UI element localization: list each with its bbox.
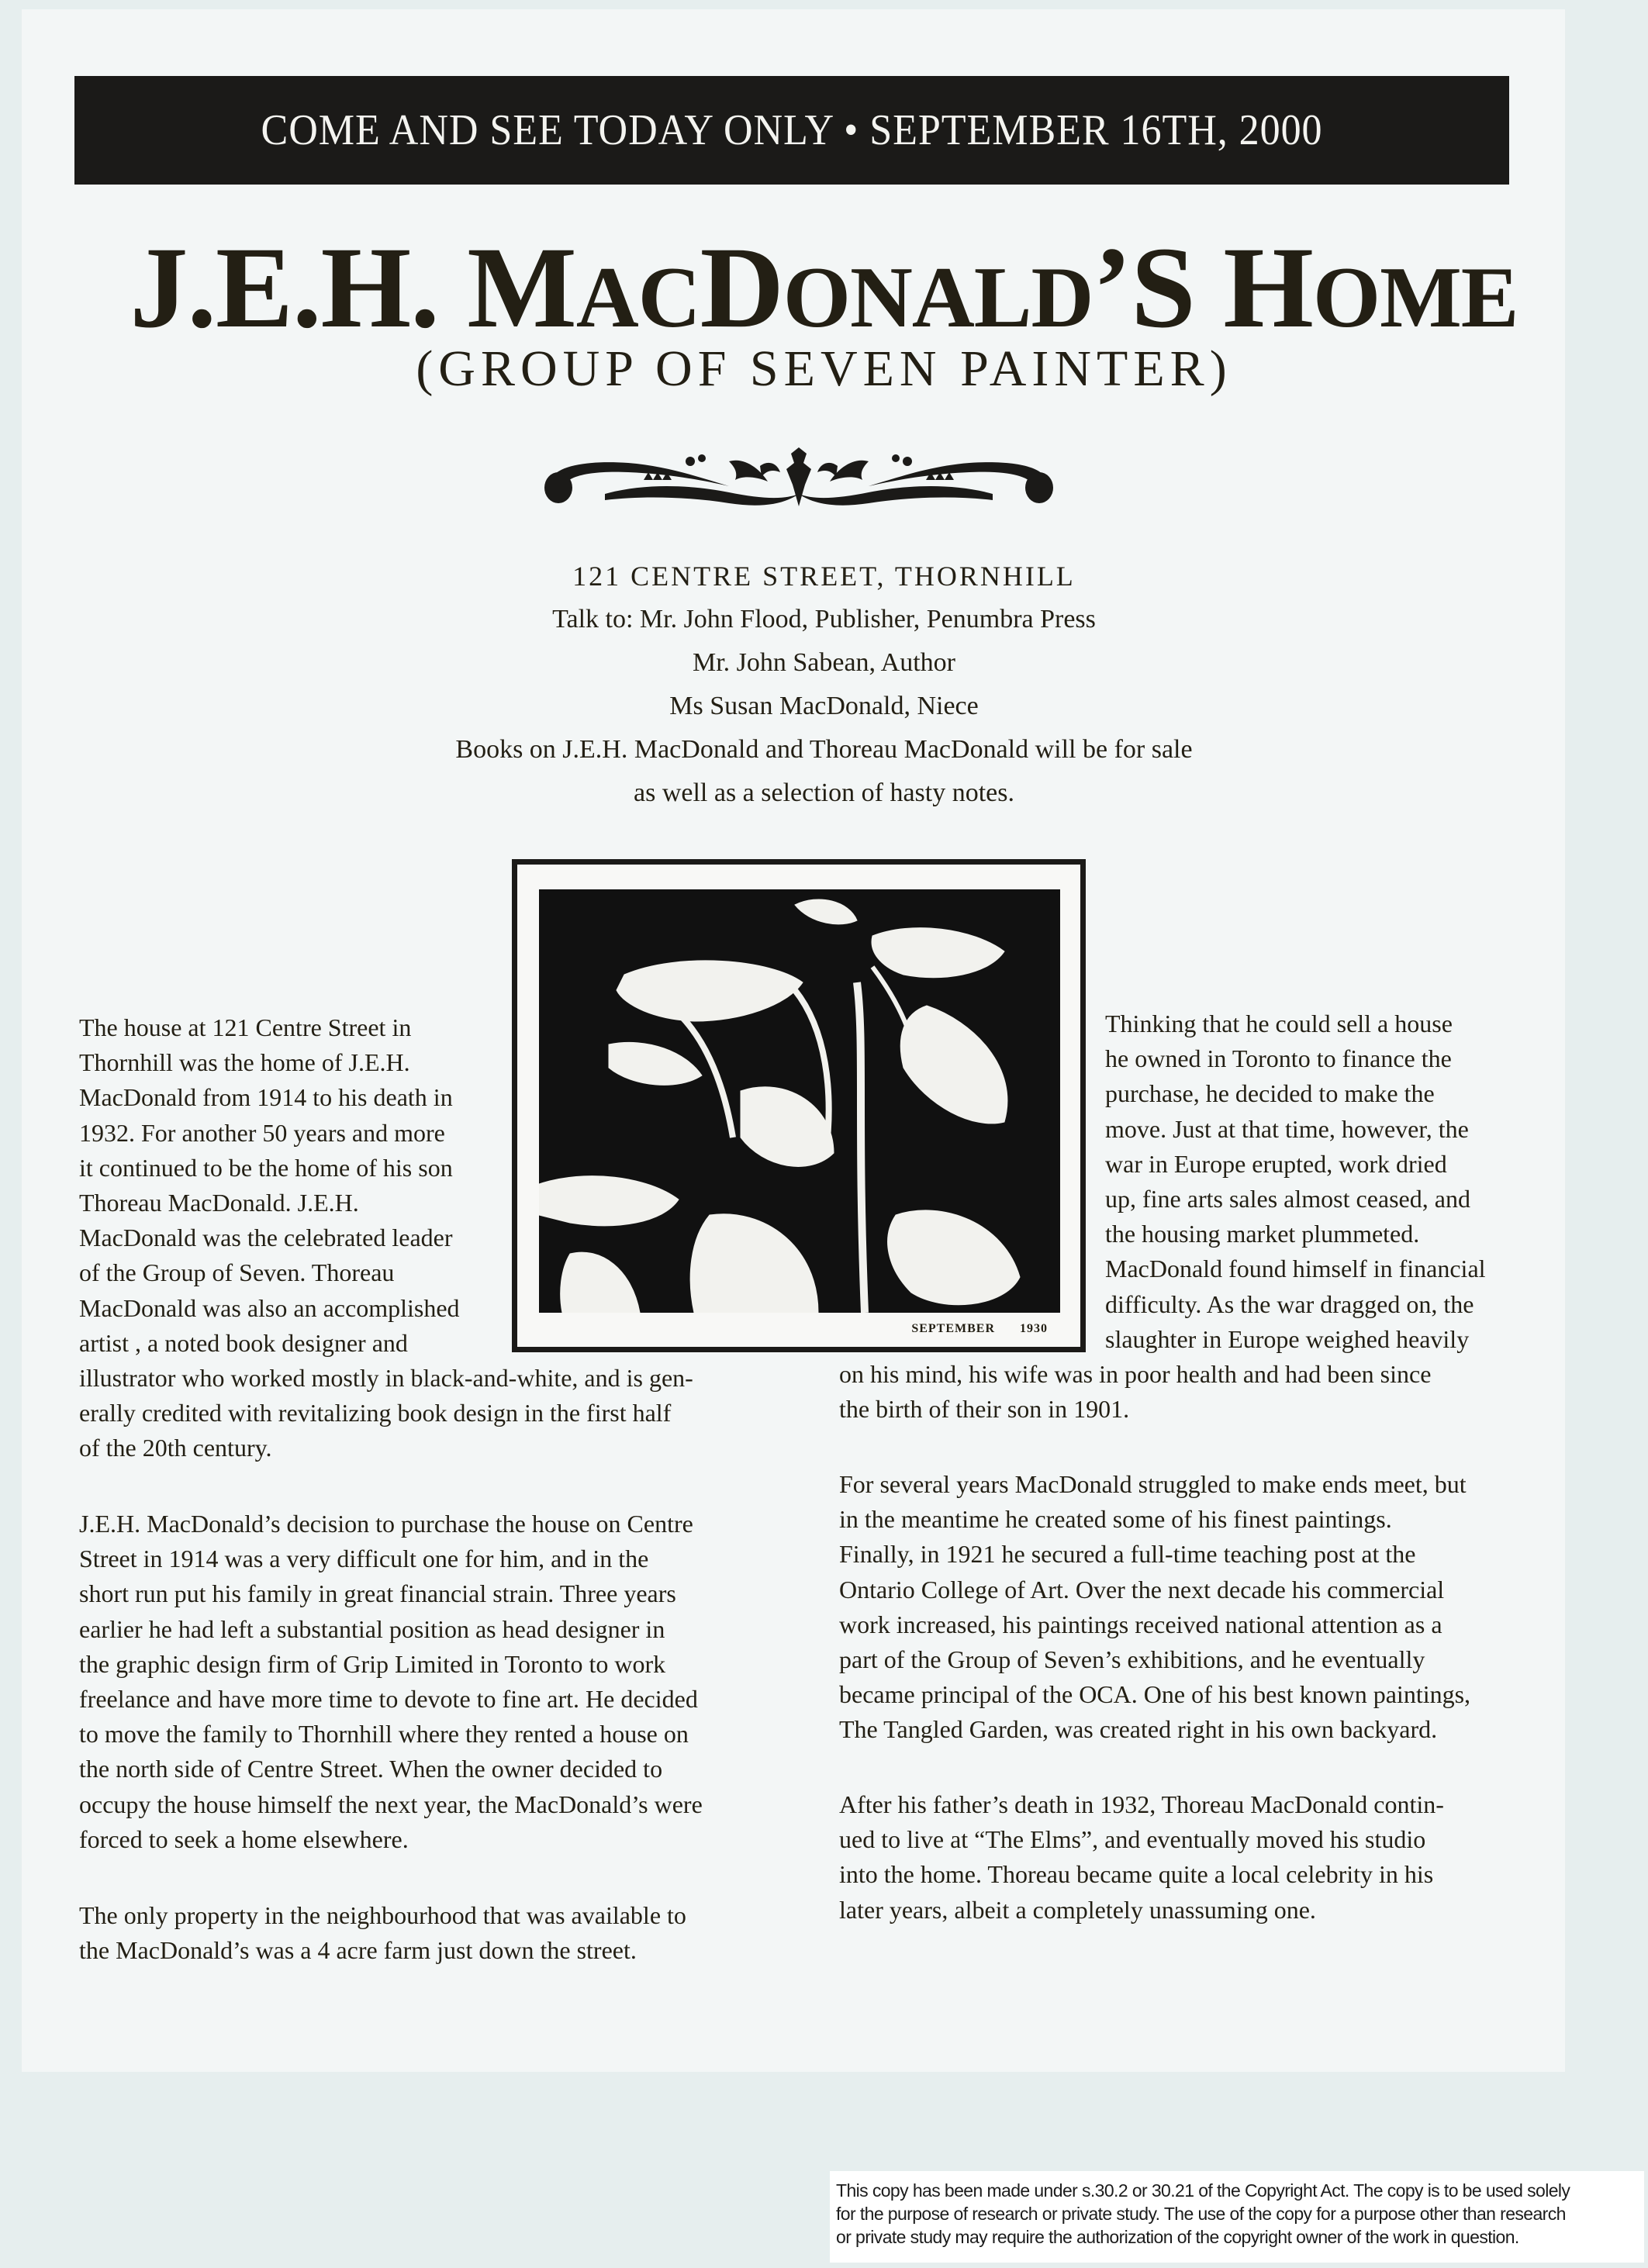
text-line: MacDonald found himself in financial [1105,1255,1486,1283]
notice-line: or private study may require the authorization of the copyright owner of the work in question. [836,2227,1519,2247]
text-line: up, fine arts sales almost ceased, and [1105,1185,1470,1213]
right-paragraph-3 [839,1787,1444,1928]
notice-line: This copy has been made under s.30.2 or 30.21 of the Copyright Act. The copy is to be used solely [836,2180,1570,2201]
notice-line: for the purpose of research or private study. The use of the copy for a purpose other than research [836,2204,1566,2224]
title-part: M [467,223,576,352]
title-prefix: J.E.H. [130,223,468,352]
text-line: freelance and have more time to devote to fine art. He decided [79,1685,698,1714]
left-paragraph-2 [79,1507,703,1857]
books-line: Books on J.E.H. MacDonald and Thoreau MacDonald will be for sale [455,735,1193,764]
text-line: Thinking that he could sell a house [1105,1010,1453,1037]
text-line: MacDonald from 1914 to his death in [79,1083,453,1112]
address: 121 CENTRE STREET, THORNHILL [572,561,1076,592]
text-line: later years, albeit a completely unassuming one. [839,1895,1316,1924]
text-line: in the meantime he created some of his finest paintings. [839,1505,1392,1534]
caption-year: 1930 [1020,1322,1048,1335]
text-line: occupy the house himself the next year, the MacDonald’s were [79,1790,703,1818]
text-line: short run put his family in great financial strain. Three years [79,1579,676,1608]
text-line: Thoreau MacDonald. J.E.H. [79,1189,359,1217]
text-line: earlier he had left a substantial position as head designer in [79,1614,665,1643]
artwork-caption [911,1322,1048,1336]
contact-line: Ms Susan MacDonald, Niece [669,692,979,720]
text-line: Ontario College of Art. Over the next decade his commercial [839,1575,1445,1603]
text-line: The only property in the neighbourhood that was available to [79,1901,686,1929]
copyright-notice [830,2171,1644,2263]
text-line: forced to seek a home elsewhere. [79,1824,409,1853]
text-line: The house at 121 Centre Street in [79,1013,412,1041]
page-title [0,223,1648,356]
text-line: on his mind, his wife was in poor health and had been since [839,1360,1432,1388]
text-line: move. Just at that time, however, the [1105,1114,1469,1143]
text-line: erally credited with revitalizing book design in the first half [79,1399,672,1427]
text-line: the graphic design firm of Grip Limited in Toronto to work [79,1649,666,1678]
title-part: ’S [1093,223,1224,352]
text-line: purchase, he decided to make the [1105,1079,1435,1108]
text-line: MacDonald was also an accomplished [79,1293,460,1322]
text-line: 1932. For another 50 years and more [79,1118,445,1147]
caption-month: SEPTEMBER [911,1322,995,1335]
text-line: Thornhill was the home of J.E.H. [79,1048,410,1077]
text-line: he owned in Toronto to finance the [1105,1044,1452,1073]
text-line: the MacDonald’s was a 4 acre farm just down the street. [79,1936,637,1965]
title-part: OME [1312,250,1518,346]
contact-line: Talk to: Mr. John Flood, Publisher, Penumbra Press [552,605,1096,633]
event-info [0,554,1648,815]
text-line: it continued to be the home of his son [79,1153,453,1182]
text-line: of the Group of Seven. Thoreau [79,1258,395,1287]
text-line: part of the Group of Seven’s exhibitions, and he eventually [839,1645,1425,1674]
text-line: Street in 1914 was a very difficult one for him, and in the [79,1545,649,1573]
banner-text: COME AND SEE TODAY ONLY • SEPTEMBER 16TH, 2000 [261,106,1323,154]
text-line: MacDonald was the celebrated leader [79,1224,453,1252]
text-line: the birth of their son in 1901. [839,1395,1130,1424]
left-paragraph-3 [79,1898,686,1968]
text-line: J.E.H. MacDonald’s decision to purchase the house on Centre [79,1510,693,1538]
text-line: ued to live at “The Elms”, and eventually moved his studio [839,1825,1426,1854]
text-line: illustrator who worked mostly in black-and-white, and is gen- [79,1364,693,1393]
title-part: H [1223,223,1313,352]
text-line: the housing market plummeted. [1105,1220,1420,1248]
text-line: of the 20th century. [79,1434,272,1462]
text-line: work increased, his paintings received national attention as a [839,1610,1442,1638]
right-paragraph-1a [1105,1006,1486,1357]
scroll-flourish-icon [535,446,1062,508]
text-line: into the home. Thoreau became quite a local celebrity in his [839,1860,1434,1889]
text-line: After his father’s death in 1932, Thoreau MacDonald contin- [839,1790,1444,1818]
text-line: slaughter in Europe weighed heavily [1105,1324,1470,1353]
title-part: AC [575,250,700,346]
text-line: difficulty. As the war dragged on, the [1105,1289,1474,1318]
page-subtitle: (GROUP OF SEVEN PAINTER) [416,340,1232,397]
right-paragraph-2 [839,1467,1470,1748]
event-banner [74,76,1509,185]
text-line: to move the family to Thornhill where they rented a house on [79,1720,689,1748]
right-paragraph-1b [839,1357,1431,1427]
text-line: Finally, in 1921 he secured a full-time teaching post at the [839,1540,1416,1569]
books-line: as well as a selection of hasty notes. [634,778,1014,807]
text-line: the north side of Centre Street. When the owner decided to [79,1755,663,1783]
text-line: The Tangled Garden, was created right in his own backyard. [839,1715,1438,1744]
text-line: For several years MacDonald struggled to make ends meet, but [839,1470,1467,1498]
text-line: artist , a noted book designer and [79,1328,408,1357]
contact-line: Mr. John Sabean, Author [692,648,956,677]
text-line: war in Europe erupted, work dried [1105,1149,1447,1178]
text-line: became principal of the OCA. One of his best known paintings, [839,1680,1471,1709]
title-part: D [700,223,783,352]
left-paragraph-1 [79,1010,693,1466]
title-part: ONALD [783,250,1093,346]
